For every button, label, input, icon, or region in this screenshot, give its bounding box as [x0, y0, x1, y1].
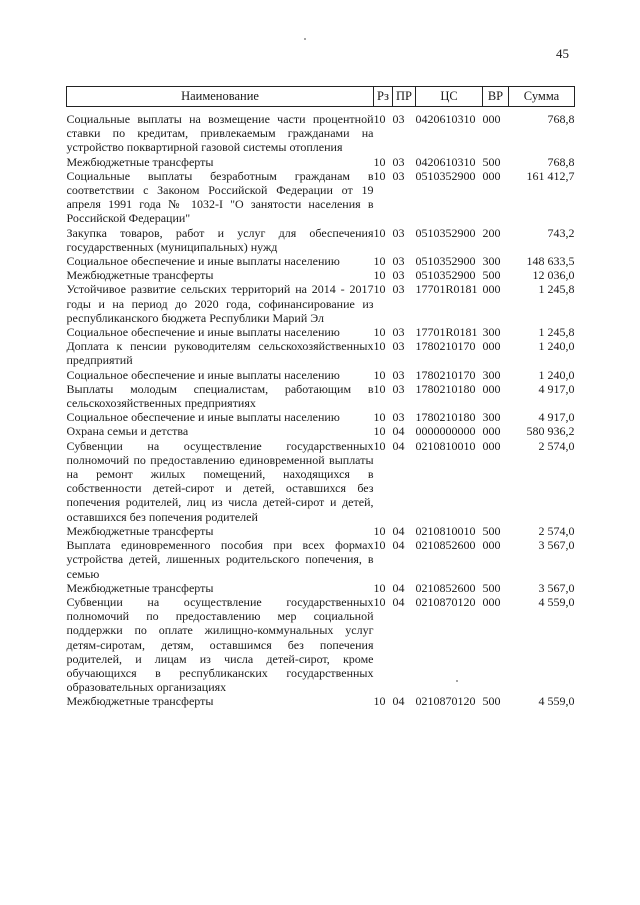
row-rz: 10 — [373, 381, 386, 396]
row-cs: 1780210180 — [415, 381, 476, 396]
table-row — [67, 424, 575, 438]
header-pr: ПР — [393, 87, 416, 107]
row-vr: 000 — [482, 381, 501, 396]
row-cs: 0510352900 — [415, 168, 476, 183]
row-vr: 500 — [482, 580, 501, 595]
row-name: Выплаты молодым специалистам, работающим в сельскохозяйственных предприятиях — [66, 381, 374, 411]
table-row — [67, 538, 575, 581]
row-sum: 161 412,7 — [526, 168, 575, 183]
row-rz: 10 — [373, 168, 386, 183]
row-cs: 0210810010 — [415, 438, 476, 453]
row-vr: 000 — [482, 424, 501, 439]
row-pr: 03 — [392, 112, 405, 126]
row-pr: 03 — [392, 254, 405, 269]
table-row — [67, 410, 575, 424]
header-vr: ВР — [483, 87, 509, 107]
row-pr: 04 — [392, 538, 405, 553]
scan-speck — [304, 38, 306, 40]
header-sum: Сумма — [509, 87, 575, 107]
row-vr: 000 — [482, 282, 501, 297]
row-name: Межбюджетные трансферты — [66, 580, 214, 595]
row-name: Социальное обеспечение и иные выплаты населению — [66, 367, 340, 382]
table-row — [67, 368, 575, 382]
row-name: Охрана семьи и детства — [66, 424, 189, 439]
table-body — [67, 107, 575, 709]
row-name: Выплата единовременного пособия при всех формах устройства детей, лишенных родительского попечения, в семью — [66, 538, 374, 581]
table-row — [67, 439, 575, 524]
table-row — [67, 325, 575, 339]
row-pr: 03 — [392, 168, 405, 183]
row-rz: 10 — [373, 254, 386, 269]
row-sum: 1 240,0 — [538, 339, 575, 354]
page-number: 45 — [556, 46, 569, 61]
header-cs: ЦС — [416, 87, 483, 107]
row-vr: 200 — [482, 225, 501, 240]
row-pr: 04 — [392, 580, 405, 595]
row-cs: 1780210180 — [415, 410, 476, 425]
row-sum: 580 936,2 — [526, 424, 575, 439]
table-header-row — [67, 87, 575, 107]
row-vr: 500 — [482, 694, 501, 709]
row-pr: 04 — [392, 424, 405, 439]
table-row — [67, 107, 575, 155]
row-vr: 000 — [482, 538, 501, 553]
row-sum: 1 240,0 — [538, 367, 575, 382]
row-rz: 10 — [373, 438, 386, 453]
row-sum: 3 567,0 — [538, 538, 575, 553]
row-pr: 03 — [392, 282, 405, 297]
row-rz: 10 — [373, 594, 386, 609]
table-row — [67, 268, 575, 282]
row-rz: 10 — [373, 225, 386, 240]
row-pr: 03 — [392, 367, 405, 382]
table-row — [67, 155, 575, 169]
row-name: Межбюджетные трансферты — [66, 523, 214, 538]
row-pr: 03 — [392, 268, 405, 283]
table-row — [67, 254, 575, 268]
row-vr: 300 — [482, 410, 501, 425]
row-cs: 1780210170 — [415, 339, 476, 354]
row-rz: 10 — [373, 410, 386, 425]
row-rz: 10 — [373, 580, 386, 595]
row-sum: 12 036,0 — [532, 268, 575, 283]
row-name: Социальные выплаты на возмещение части процентной ставки по кредитам, привлекаемым гражданами на устройство поквартирной газовой системы отопления — [66, 112, 374, 155]
row-vr: 000 — [482, 112, 501, 126]
row-cs: 0420610310 — [415, 112, 476, 126]
row-name: Субвенции на осуществление государственных полномочий по предоставлению мер социальной поддержки по оплате жилищно-коммунальных услуг детям-сиротам, детям, оставшимся без попечения родителей, и лицам из числа детей-сирот, кроме обучающихся в республиканских государственных образовательных организациях — [66, 594, 374, 695]
header-name: Наименование — [67, 87, 374, 107]
row-pr: 04 — [392, 523, 405, 538]
table-row — [67, 339, 575, 367]
row-sum: 768,8 — [547, 154, 575, 169]
row-rz: 10 — [373, 268, 386, 283]
row-sum: 4 559,0 — [538, 594, 575, 609]
row-rz: 10 — [373, 424, 386, 439]
row-sum: 2 574,0 — [538, 438, 575, 453]
row-name: Межбюджетные трансферты — [66, 694, 214, 709]
row-sum: 768,8 — [547, 112, 575, 126]
table-row — [67, 581, 575, 595]
row-vr: 000 — [482, 438, 501, 453]
row-name: Социальное обеспечение и иные выплаты населению — [66, 254, 340, 269]
row-rz: 10 — [373, 154, 386, 169]
header-rz: Рз — [374, 87, 393, 107]
scan-speck — [456, 680, 458, 682]
row-rz: 10 — [373, 367, 386, 382]
row-vr: 000 — [482, 339, 501, 354]
row-rz: 10 — [373, 339, 386, 354]
row-pr: 03 — [392, 325, 405, 340]
row-cs: 0210852600 — [415, 538, 476, 553]
row-pr: 03 — [392, 225, 405, 240]
table-row — [67, 524, 575, 538]
row-sum: 1 245,8 — [538, 282, 575, 297]
row-cs: 0210810010 — [415, 523, 476, 538]
row-cs: 1780210170 — [415, 367, 476, 382]
row-cs: 17701R0181 — [415, 282, 478, 297]
row-pr: 04 — [392, 594, 405, 609]
row-sum: 1 245,8 — [538, 325, 575, 340]
row-vr: 000 — [482, 594, 501, 609]
row-cs: 0210870120 — [415, 594, 476, 609]
row-cs: 0510352900 — [415, 254, 476, 269]
row-sum: 3 567,0 — [538, 580, 575, 595]
row-vr: 500 — [482, 523, 501, 538]
table-row — [67, 595, 575, 694]
row-name: Доплата к пенсии руководителям сельскохозяйственных предприятий — [66, 339, 374, 368]
row-rz: 10 — [373, 112, 386, 126]
row-cs: 0510352900 — [415, 268, 476, 283]
row-name: Межбюджетные трансферты — [66, 268, 214, 283]
row-cs: 0420610310 — [415, 154, 476, 169]
row-cs: 0210852600 — [415, 580, 476, 595]
row-rz: 10 — [373, 282, 386, 297]
row-pr: 03 — [392, 381, 405, 396]
row-pr: 03 — [392, 339, 405, 354]
row-cs: 0210870120 — [415, 694, 476, 709]
row-pr: 04 — [392, 438, 405, 453]
row-name: Субвенции на осуществление государственных полномочий по предоставлению единовременной выплаты на ремонт жилых помещений, находящихся в собственности детей-сирот и детей, оставшихся без попечения родителей, лиц из числа детей-сирот и детей, оставшихся без попечения родителей — [66, 438, 374, 524]
table-row — [67, 694, 575, 708]
row-name: Социальное обеспечение и иные выплаты населению — [66, 325, 340, 340]
row-name: Устойчивое развитие сельских территорий на 2014 - 2017 годы и на период до 2020 года, софинансирование из республиканского бюджета Республики Марий Эл — [66, 282, 374, 325]
row-sum: 4 559,0 — [538, 694, 575, 709]
table-row — [67, 282, 575, 325]
row-cs: 17701R0181 — [415, 325, 478, 340]
row-cs: 0510352900 — [415, 225, 476, 240]
row-pr: 03 — [392, 410, 405, 425]
row-rz: 10 — [373, 538, 386, 553]
row-name: Закупка товаров, работ и услуг для обеспечения государственных (муниципальных) нужд — [66, 225, 374, 254]
row-name: Социальные выплаты безработным гражданам в соответствии с Законом Российской Федерации от 19 апреля 1991 года № 1032-I "О занятости населения в Российской Федерации" — [66, 168, 374, 226]
table-row — [67, 226, 575, 254]
row-cs: 0000000000 — [415, 424, 476, 439]
row-pr: 03 — [392, 154, 405, 169]
row-sum: 148 633,5 — [526, 254, 575, 269]
row-vr: 300 — [482, 325, 501, 340]
row-vr: 500 — [482, 154, 501, 169]
row-vr: 300 — [482, 367, 501, 382]
row-vr: 500 — [482, 268, 501, 283]
table-row — [67, 169, 575, 226]
row-sum: 743,2 — [547, 225, 575, 240]
row-name: Социальное обеспечение и иные выплаты населению — [66, 410, 340, 425]
table-row — [67, 382, 575, 410]
row-pr: 04 — [392, 694, 405, 709]
row-rz: 10 — [373, 325, 386, 340]
row-vr: 000 — [482, 168, 501, 183]
row-sum: 2 574,0 — [538, 523, 575, 538]
row-rz: 10 — [373, 523, 386, 538]
row-sum: 4 917,0 — [538, 381, 575, 396]
row-sum: 4 917,0 — [538, 410, 575, 425]
row-rz: 10 — [373, 694, 386, 709]
row-vr: 300 — [482, 254, 501, 269]
row-name: Межбюджетные трансферты — [66, 154, 214, 169]
budget-table — [66, 86, 575, 709]
